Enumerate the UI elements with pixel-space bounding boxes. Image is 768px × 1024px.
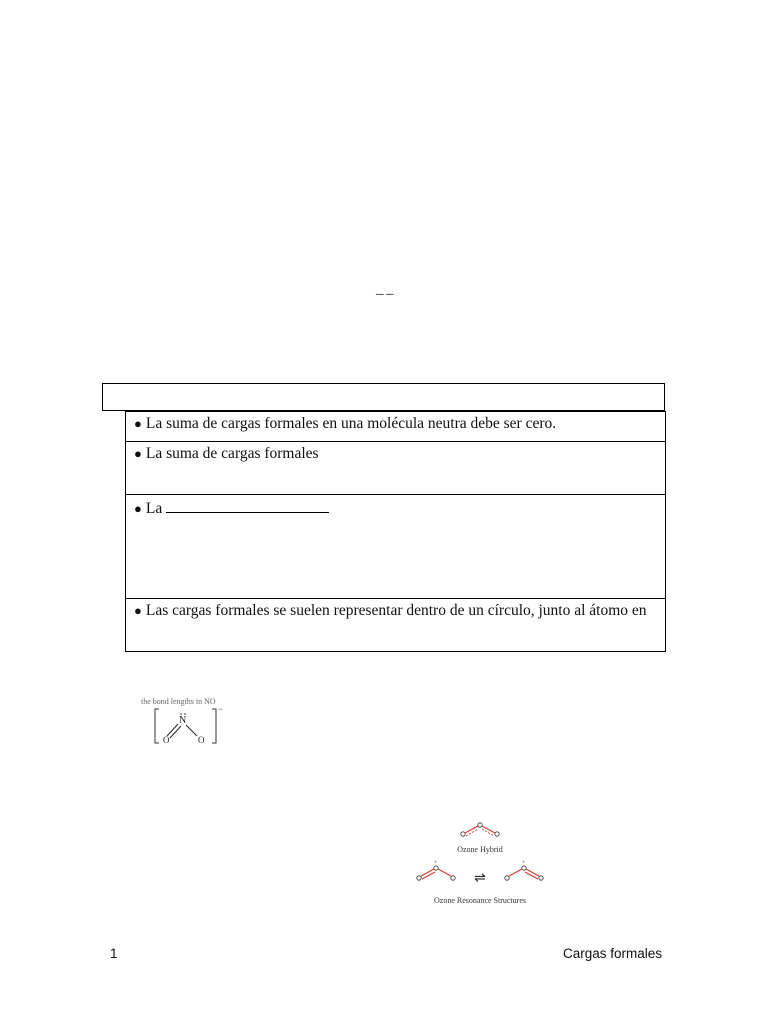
resonance-bond-line [509, 869, 522, 876]
ozone-hybrid-atom [495, 832, 499, 836]
resonance-bond-line [422, 872, 435, 879]
lone-pair-dot [184, 713, 186, 715]
bullet-icon: ● [134, 501, 142, 516]
resonance-bond-line [438, 869, 451, 876]
rule-text: La suma de cargas formales [145, 445, 319, 462]
rule-text: La [145, 500, 163, 517]
plus-charge: + [434, 860, 438, 866]
nitrite-lewis-structure-figure [115, 695, 265, 750]
ozone-atom [522, 866, 526, 870]
plus-charge: + [522, 860, 526, 866]
fill-in-blank [166, 498, 329, 513]
charge-sign: − [218, 704, 224, 714]
hybrid-bond-line [465, 826, 478, 833]
rules-table [125, 411, 666, 652]
lone-pair-dot [180, 713, 182, 715]
left-bracket [155, 709, 159, 743]
ozone-atom [505, 876, 509, 880]
dash-mark: _ [386, 281, 394, 297]
rule-text: Las cargas formales se suelen representar dentro de un círculo, junto al átomo en [145, 602, 647, 619]
top-dashes [376, 281, 396, 298]
double-bond-line [170, 726, 181, 738]
figure-caption-fragment: the bond lengths in NO [141, 697, 216, 706]
ozone-hybrid-atom [478, 823, 482, 827]
ozone-atom [451, 876, 455, 880]
bullet-icon: ● [134, 603, 142, 618]
oxygen-atom-left: O [163, 735, 170, 745]
rule-row [126, 598, 665, 651]
ozone-resonance-label: Ozone Resonance Structures [434, 896, 526, 905]
ozone-atom [539, 876, 543, 880]
resonance-bond-line [421, 869, 434, 876]
rule-text: La suma de cargas formales en una molécula neutra debe ser cero. [145, 415, 557, 432]
bullet-icon: ● [134, 446, 142, 461]
ozone-atom [417, 876, 421, 880]
page-number: 1 [110, 946, 118, 961]
ozone-resonance-figure [405, 818, 555, 910]
rule-row [126, 494, 665, 598]
dash-mark: _ [376, 281, 384, 297]
nitrogen-atom: N [179, 715, 187, 726]
resonance-bond-line [525, 872, 538, 879]
resonance-bond-line [526, 869, 539, 876]
hybrid-partial-bond [482, 829, 494, 836]
single-bond-line [186, 725, 197, 736]
ozone-hybrid-atom [461, 832, 465, 836]
rules-table-header [102, 383, 665, 411]
hybrid-bond-line [482, 826, 495, 833]
hybrid-partial-bond [466, 829, 478, 836]
resonance-arrow-icon: ⇌ [474, 870, 486, 886]
rule-row [126, 411, 665, 441]
bullet-icon: ● [134, 416, 142, 431]
oxygen-atom-right: O [198, 735, 205, 745]
right-bracket [212, 709, 216, 743]
ozone-hybrid-label: Ozone Hybrid [457, 845, 503, 854]
footer-title: Cargas formales [563, 946, 663, 961]
ozone-atom [434, 866, 438, 870]
rule-row [126, 441, 665, 494]
